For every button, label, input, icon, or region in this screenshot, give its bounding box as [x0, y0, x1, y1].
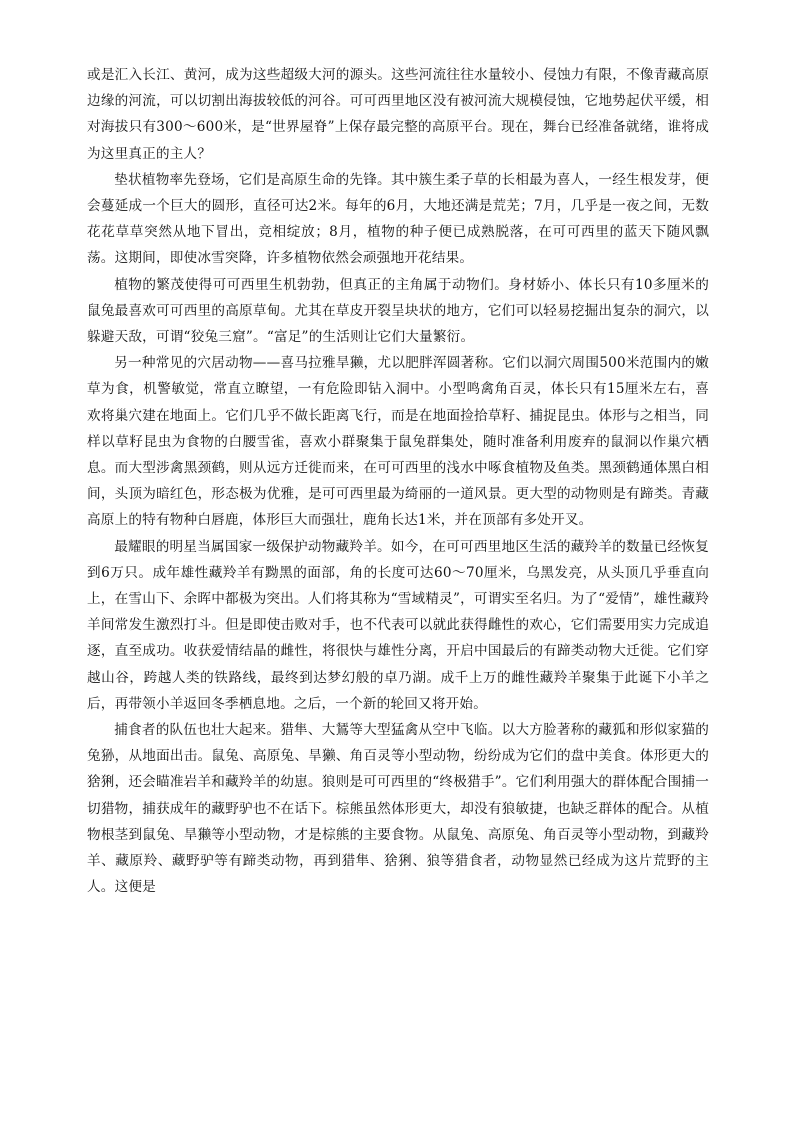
article-body [87, 62, 709, 901]
paragraph-4: 另一种常见的穴居动物——喜马拉雅旱獭，尤以肥胖浑圆著称。它们以洞穴周围500米范围内的嫩草为食，机警敏觉，常直立瞭望，一有危险即钻入洞中。小型鸣禽角百灵，体长只有15厘米左右，喜欢将巢穴建在地面上。它们几乎不做长距离飞行，而是在地面捡拾草籽、捕捉昆虫。体形与之相当，同样以草籽昆虫为食物的白腰雪雀，喜欢小群聚集于鼠兔群集处，随时准备利用废弃的鼠洞以作巢穴栖息。而大型涉禽黑颈鹤，则从远方迁徙而来，在可可西里的浅水中啄食植物及鱼类。黑颈鹤通体黑白相间，头顶为暗红色，形态极为优雅，是可可西里最为绮丽的一道风景。更大型的动物则是有蹄类。青藏高原上的特有物种白唇鹿，体形巨大而强壮，鹿角长达1米，并在顶部有多处开叉。 [87, 355, 709, 529]
paragraph-2: 垫状植物率先登场，它们是高原生命的先锋。其中簇生柔子草的长相最为喜人，一经生根发芽，便会蔓延成一个巨大的圆形，直径可达2米。每年的6月，大地还满是荒芜；7月，几乎是一夜之间，无数花花草草突然从地下冒出，竞相绽放；8月，植物的种子便已成熟脱落，在可可西里的蓝天下随风飘荡。这期间，即使冰雪突降，许多植物依然会顽强地开花结果。 [87, 171, 709, 267]
paragraph-6: 捕食者的队伍也壮大起来。猎隼、大鵟等大型猛禽从空中飞临。以大方脸著称的藏狐和形似家猫的兔狲，从地面出击。鼠兔、高原兔、旱獭、角百灵等小型动物，纷纷成为它们的盘中美食。体形更大的猞猁，还会瞄准岩羊和藏羚羊的幼崽。狼则是可可西里的“终极猎手”。它们利用强大的群体配合围捕一切猎物，捕获成年的藏野驴也不在话下。棕熊虽然体形更大，却没有狼敏捷，也缺乏群体的配合。从植物根茎到鼠兔、旱獭等小型动物，才是棕熊的主要食物。从鼠兔、高原兔、角百灵等小型动物，到藏羚羊、藏原羚、藏野驴等有蹄类动物，再到猎隼、猞猁、狼等猎食者，动物显然已经成为这片荒野的主人。这便是 [87, 722, 709, 896]
paragraph-5: 最耀眼的明星当属国家一级保护动物藏羚羊。如今，在可可西里地区生活的藏羚羊的数量已经恢复到6万只。成年雄性藏羚羊有黝黑的面部，角的长度可达60～70厘米，乌黑发亮，从头顶几乎垂直向上，在雪山下、余晖中都极为突出。人们将其称为“雪域精灵”，可谓实至名归。为了“爱情”，雄性藏羚羊间常发生激烈打斗。但是即使击败对手，也不代表可以就此获得雌性的欢心，它们需要用实力完成追逐，直至成功。收获爱情结晶的雌性，将很快与雄性分离，开启中国最后的有蹄类动物大迁徙。它们穿越山谷，跨越人类的铁路线，最终到达梦幻般的卓乃湖。成千上万的雌性藏羚羊聚集于此诞下小羊之后，再带领小羊返回冬季栖息地。之后，一个新的轮回又将开始。 [87, 538, 709, 712]
paragraph-3: 植物的繁茂使得可可西里生机勃勃，但真正的主角属于动物们。身材娇小、体长只有10多厘米的鼠兔最喜欢可可西里的高原草甸。尤其在草皮开裂呈块状的地方，它们可以轻易挖掘出复杂的洞穴，以躲避天敌，可谓“狡兔三窟”。“富足”的生活则让它们大量繁衍。 [87, 276, 709, 346]
paragraph-1: 或是汇入长江、黄河，成为这些超级大河的源头。这些河流往往水量较小、侵蚀力有限，不像青藏高原边缘的河流，可以切割出海拔较低的河谷。可可西里地区没有被河流大规模侵蚀，它地势起伏平缓，相对海拔只有300～600米，是“世界屋脊”上保存最完整的高原平台。现在，舞台已经准备就绪，谁将成为这里真正的主人？ [87, 67, 709, 162]
